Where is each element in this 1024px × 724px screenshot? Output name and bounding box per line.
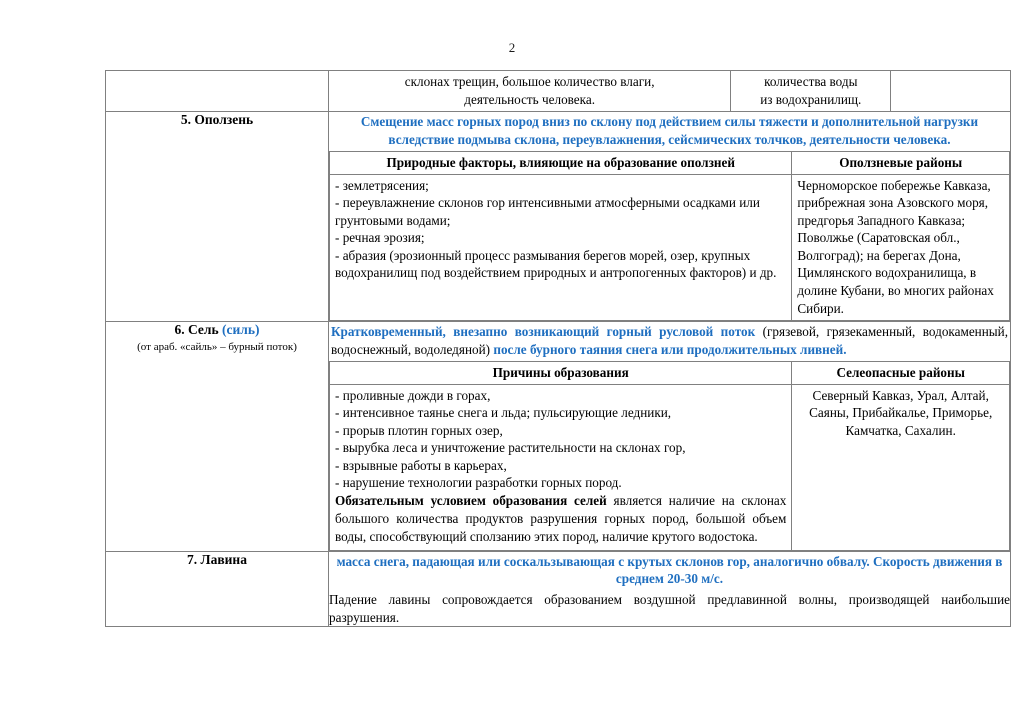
landslide-regions-cell: Черноморское побережье Кавказа, прибрежная зона Азовского моря, предгорья Западного Кавказа; Поволжье (Саратовская обл., Волгоград); на берегах Дона, Цимлянского водохранилища, в долине Кубани, во многих районах Сибири. [792, 174, 1010, 320]
continuation-body-cell [329, 71, 1011, 112]
list-item: - взрывные работы в карьерах, [335, 457, 507, 473]
continuation-cell-2-line-2: из водохранилищ. [760, 91, 862, 107]
mudflow-regions-cell: Северный Кавказ, Урал, Алтай, Саяны, Прибайкалье, Приморье, Камчатка, Сахалин. [792, 384, 1010, 550]
landslide-factors-cell [330, 174, 792, 320]
mudflow-causes-list [335, 387, 786, 492]
row-mudflow-body-cell [329, 322, 1011, 552]
landslide-inner-table [329, 151, 1010, 321]
continuation-inner-table [329, 71, 1010, 111]
list-item: - переувлажнение склонов гор интенсивными атмосферными осадками или грунтовыми водами; [335, 195, 760, 228]
mudflow-definition [331, 323, 1008, 358]
continuation-cell-1-line-2: деятельность человека. [464, 91, 596, 107]
mudflow-regions-header: Селеопасные районы [792, 362, 1010, 385]
mudflow-requirement-note-bold: Обязательным условием образования селей [335, 493, 607, 509]
continuation-cell-3 [891, 71, 1010, 111]
landslide-inner-header-row [330, 152, 1010, 175]
row-avalanche-body-cell [329, 551, 1011, 627]
mudflow-requirement-note-rest: является наличие на склонах большого количества продуктов разрушения горных пород, большой объем воды, способствующий сползанию этих пород, наличие крутого водостока. [335, 493, 787, 545]
landslide-factors-list [335, 177, 786, 282]
list-item: - землетрясения; [335, 177, 429, 193]
avalanche-definition: масса снега, падающая или соскальзывающая с крутых склонов гор, аналогично обвалу. Скорость движения в среднем 20-30 м/с. [336, 553, 1003, 587]
row-avalanche-title: 7. Лавина [187, 551, 247, 567]
landslide-factors-header: Природные факторы, влияющие на образование оползней [330, 152, 792, 175]
table-row-avalanche [106, 551, 1011, 627]
list-item: - нарушение технологии разработки горных пород. [335, 475, 622, 491]
landslide-definition: Смещение масс горных пород вниз по склону под действием силы тяжести и дополнительной нагрузки вследствие подмыва склона, переувлажнения, сейсмических толчков, деятельности человека. [360, 114, 979, 147]
row-mudflow-name-cell [106, 322, 329, 552]
landslide-regions-header: Оползневые районы [792, 152, 1010, 175]
page-number: 2 [508, 40, 516, 55]
mudflow-causes-cell [330, 384, 792, 550]
mudflow-requirement-note [335, 492, 786, 547]
list-item: - проливные дожди в горах, [335, 387, 491, 403]
row-mudflow-etymology: (от араб. «сайль» – бурный поток) [137, 340, 297, 353]
row-mudflow-title [106, 322, 328, 339]
table-row-mudflow [106, 322, 1011, 552]
mudflow-definition-part-3: после бурного таяния снега или продолжительных ливней. [493, 341, 847, 357]
mudflow-inner-content-row [330, 384, 1010, 550]
row-landslide-name-cell [106, 112, 329, 322]
row-mudflow-title-main: 6. Сель [174, 322, 219, 338]
row-avalanche-name-cell [106, 551, 329, 627]
list-item: - речная эрозия; [335, 230, 425, 246]
table-row-landslide [106, 112, 1011, 322]
list-item: - прорыв плотин горных озер, [335, 422, 503, 438]
list-item: - абразия (эрозионный процесс размывания берегов морей, озер, крупных водохранилищ под воздействием природных и антропогенных факторов) и др. [335, 247, 777, 281]
mudflow-causes-header: Причины образования [330, 362, 792, 385]
mudflow-inner-header-row [330, 362, 1010, 385]
landslide-inner-content-row [330, 174, 1010, 320]
mudflow-definition-part-1: Кратковременный, внезапно возникающий горный русловой поток [331, 324, 756, 340]
continuation-cell-1 [329, 71, 731, 111]
hazards-table [105, 70, 1011, 627]
avalanche-paragraph: Падение лавины сопровождается образованием воздушной предлавинной волны, производящей наибольшие разрушения. [329, 591, 1010, 625]
row-landslide-title: 5. Оползень [180, 112, 254, 128]
continuation-cell-2 [731, 71, 891, 111]
list-item: - интенсивное таянье снега и льда; пульсирующие ледники, [335, 405, 672, 421]
list-item: - вырубка леса и уничтожение растительности на склонах гор, [335, 440, 686, 456]
mudflow-definition-part-2: (грязевой, грязекаменный, водокаменный, водоснежный, водоледяной) [331, 324, 1008, 357]
row-mudflow-title-variant: (силь) [222, 322, 260, 338]
row-landslide-body-cell [329, 112, 1011, 322]
table-row-continuation [106, 71, 1011, 112]
continuation-cell-1-line-1: склонах трещин, большое количество влаги, [404, 74, 655, 89]
mudflow-inner-table [329, 361, 1010, 550]
continuation-cell-2-line-1: количества воды [764, 74, 858, 89]
continuation-name-cell [106, 71, 329, 112]
